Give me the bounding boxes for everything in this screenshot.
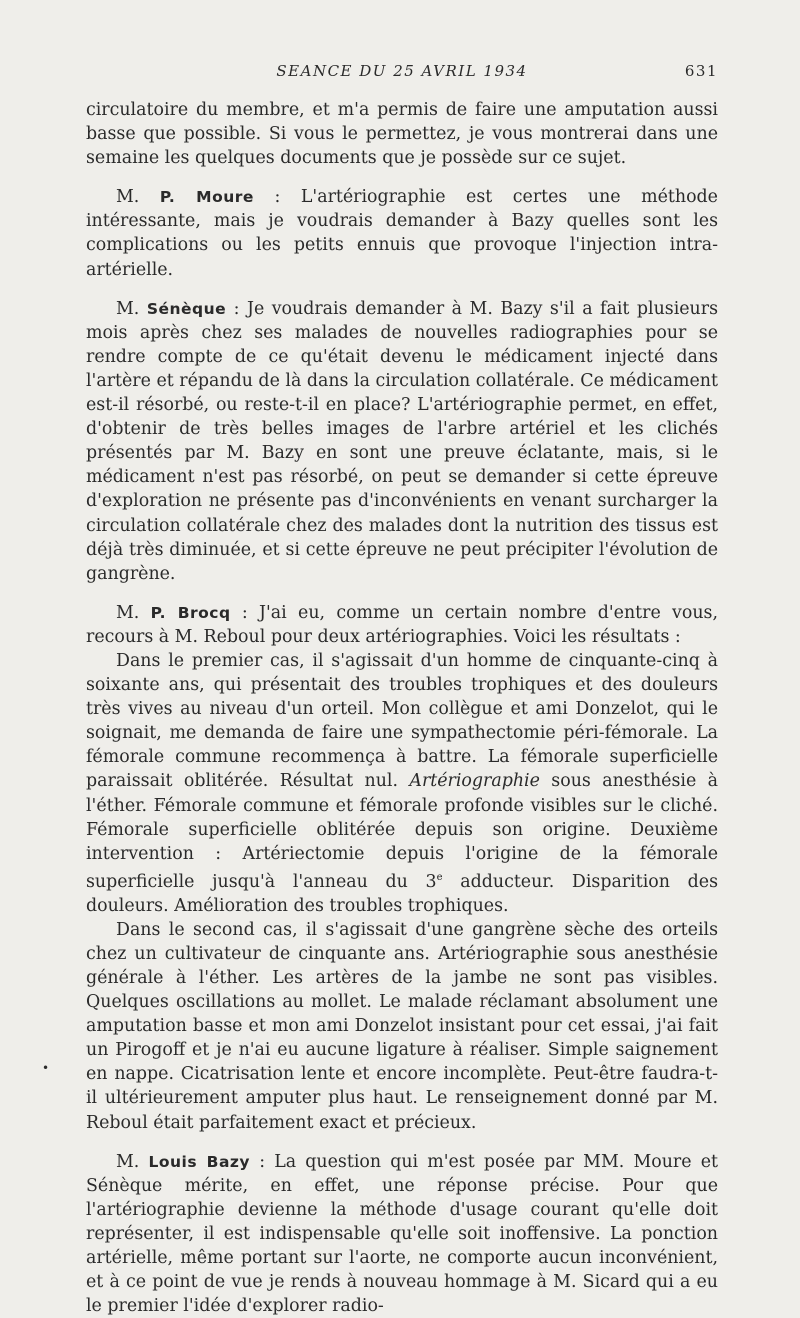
paragraph-seneque	[86, 297, 718, 586]
superscript: e	[436, 871, 443, 883]
page-number: 631	[684, 62, 718, 80]
paragraph-text: : J'ai eu, comme un certain nombre d'entre vous, recours à M. Reboul pour deux artériographies. Voici les résultats :	[86, 602, 718, 647]
speaker-prefix: M.	[116, 602, 151, 623]
paragraph-text: sous anesthésie à l'éther. Fémorale commune et fémorale profonde visibles sur le cliché. Fémorale superficielle oblitérée depuis son origine. Deuxième intervention : Artériectomie depuis l'origine de la fémorale superficielle jusqu'à l'anneau du 3	[86, 771, 718, 892]
paragraph-text: adducteur. Disparition des douleurs. Amélioration des troubles trophiques.	[86, 871, 718, 916]
speaker-name: P. Moure	[159, 188, 254, 207]
speaker-name: Louis Bazy	[148, 1152, 251, 1171]
margin-mark: •	[42, 1061, 50, 1075]
paragraph-brocq	[86, 601, 718, 649]
body-text	[86, 98, 718, 1318]
speaker-prefix: M.	[116, 1151, 149, 1172]
paragraph-moure	[86, 185, 718, 281]
speaker-name: Sénèque	[146, 299, 227, 318]
speaker-prefix: M.	[116, 298, 147, 319]
speaker-name: P. Brocq	[150, 603, 231, 622]
paragraph-text: Dans le premier cas, il s'agissait d'un homme de cinquante-cinq à soixante ans, qui présentait des troubles trophiques et des douleurs très vives au niveau d'un orteil. Mon collègue et ami Donzelot, qui le soignait, me demanda de faire une sympathectomie péri-fémorale. La fémorale commune recommença à battre. La fémorale superficielle paraissait oblitérée. Résultat nul.	[86, 650, 718, 792]
running-title: SEANCE DU 25 AVRIL 1934	[276, 62, 528, 80]
running-header	[86, 62, 718, 82]
italic-term: Artériographie	[409, 771, 540, 792]
paragraph-text: : La question qui m'est posée par MM. Moure et Sénèque mérite, en effet, une réponse précise. Pour que l'artériographie devienne la méthode d'usage courant qu'elle doit représenter, il est indispensable qu'elle soit inoffensive. La ponction artérielle, même portant sur l'aorte, ne comporte aucun inconvénient, et à ce point de vue je rends à nouveau hommage à M. Sicard qui a eu le premier l'idée d'explorer radio-	[86, 1151, 718, 1317]
paragraph-first-case	[86, 649, 718, 918]
paragraph-text: : L'artériographie est certes une méthode intéressante, mais je voudrais demander à Bazy quelles sont les complications ou les petits ennuis que provoque l'injection intra-artérielle.	[86, 187, 718, 280]
paragraph-text: : Je voudrais demander à M. Bazy s'il a fait plusieurs mois après chez ses malades de nouvelles radiographies pour se rendre compte de ce qu'était devenu le médicament injecté dans l'artère et répandu de là dans la circulation collatérale. Ce médicament est-il résorbé, ou reste-t-il en place? L'artériographie permet, en effet, d'obtenir de très belles images de l'arbre artériel et les clichés présentés par M. Bazy en sont une preuve éclatante, mais, si le médicament n'est pas résorbé, on peut se demander si cette épreuve d'exploration ne présente pas d'inconvénients en venant surcharger la circulation collatérale chez des malades dont la nutrition des tissus est déjà très diminuée, et si cette épreuve ne peut précipiter l'évolution de gangrène.	[86, 298, 718, 584]
paragraph-bazy	[86, 1150, 718, 1318]
speaker-prefix: M.	[116, 187, 160, 208]
paragraph-continuation: circulatoire du membre, et m'a permis de faire une amputation aussi basse que possible. Si vous le permettez, je vous montrerai dans une semaine les quelques documents que je possède sur ce sujet.	[86, 100, 718, 169]
paragraph-second-case: Dans le second cas, il s'agissait d'une gangrène sèche des orteils chez un cultivateur de cinquante ans. Artériographie sous anesthésie générale à l'éther. Les artères de la jambe ne sont pas visibles. Quelques oscillations au mollet. Le malade réclamant absolument une amputation basse et mon ami Donzelot insistant pour cet essai, j'ai fait un Pirogoff et je n'ai eu aucune ligature à réaliser. Simple saignement en nappe. Cicatrisation lente et encore incomplète. Peut-être faudra-t-il ultérieurement amputer plus haut. Le renseignement donné par M. Reboul était parfaitement exact et précieux.	[86, 919, 718, 1133]
